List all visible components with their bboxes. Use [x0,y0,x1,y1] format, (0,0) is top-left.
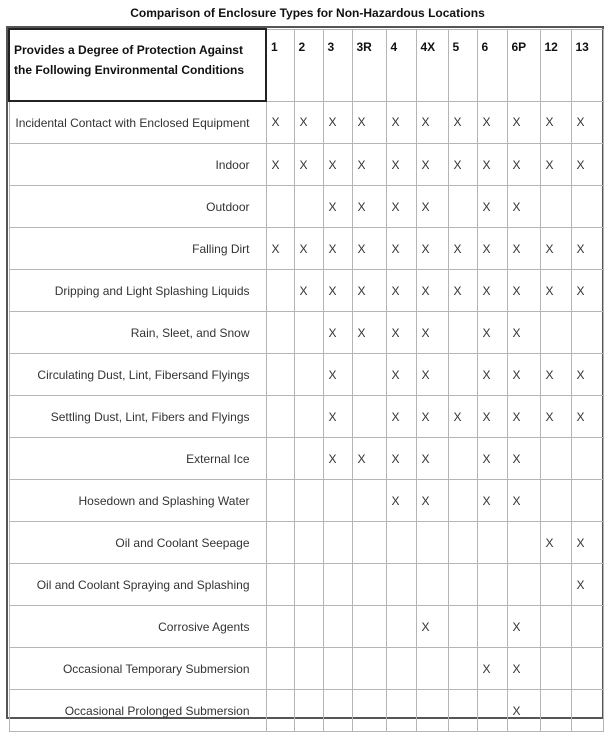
protection-mark-cell: X [352,438,386,480]
protection-mark-cell [540,186,571,228]
protection-mark-cell [294,186,323,228]
protection-mark-cell [266,522,294,564]
protection-mark-cell: X [477,186,507,228]
protection-mark-cell [352,396,386,438]
protection-mark-cell: X [323,186,352,228]
protection-mark-cell: X [540,270,571,312]
protection-mark-cell [386,606,416,648]
protection-mark-cell [540,648,571,690]
type-header: 2 [294,29,323,101]
protection-mark-cell [352,606,386,648]
condition-label: Hosedown and Splashing Water [9,480,266,522]
table-row [9,312,603,354]
protection-mark-cell [266,396,294,438]
protection-mark-cell [294,606,323,648]
protection-mark-cell: X [571,354,603,396]
protection-mark-cell [571,438,603,480]
protection-mark-cell: X [540,522,571,564]
type-header: 1 [266,29,294,101]
protection-mark-cell [294,354,323,396]
protection-mark-cell [448,312,477,354]
condition-label: Dripping and Light Splashing Liquids [9,270,266,312]
protection-mark-cell [571,648,603,690]
protection-mark-cell [448,690,477,732]
table-row [9,606,603,648]
type-header: 3R [352,29,386,101]
protection-mark-cell [294,690,323,732]
protection-mark-cell: X [571,228,603,270]
protection-mark-cell [352,480,386,522]
table-row [9,396,603,438]
protection-mark-cell [352,690,386,732]
table-row [9,101,603,144]
condition-label: Outdoor [9,186,266,228]
protection-mark-cell [540,690,571,732]
protection-mark-cell: X [386,270,416,312]
protection-mark-cell [540,438,571,480]
protection-mark-cell [477,690,507,732]
protection-mark-cell: X [507,144,540,186]
protection-mark-cell [448,564,477,606]
enclosure-comparison-table [8,28,604,732]
condition-label: Incidental Contact with Enclosed Equipment [9,101,266,144]
type-header: 12 [540,29,571,101]
protection-mark-cell [294,312,323,354]
protection-mark-cell: X [386,101,416,144]
protection-mark-cell: X [386,396,416,438]
table-row [9,270,603,312]
protection-mark-cell: X [507,101,540,144]
protection-mark-cell: X [416,186,448,228]
protection-mark-cell [352,522,386,564]
condition-label: Settling Dust, Lint, Fibers and Flyings [9,396,266,438]
protection-mark-cell [571,480,603,522]
table-row [9,648,603,690]
condition-label: Occasional Prolonged Submersion [9,690,266,732]
protection-mark-cell [352,354,386,396]
protection-mark-cell [266,354,294,396]
table-body [9,101,603,732]
protection-mark-cell [448,438,477,480]
protection-mark-cell: X [477,101,507,144]
protection-mark-cell: X [540,144,571,186]
protection-mark-cell: X [386,312,416,354]
protection-mark-cell [266,438,294,480]
protection-mark-cell [323,522,352,564]
type-header: 3 [323,29,352,101]
protection-mark-cell: X [266,101,294,144]
protection-mark-cell: X [507,312,540,354]
protection-mark-cell: X [323,354,352,396]
protection-mark-cell: X [386,186,416,228]
protection-mark-cell [386,564,416,606]
protection-mark-cell: X [386,480,416,522]
protection-mark-cell [323,648,352,690]
protection-mark-cell [477,606,507,648]
condition-label: Corrosive Agents [9,606,266,648]
condition-label: Oil and Coolant Spraying and Splashing [9,564,266,606]
protection-mark-cell: X [507,396,540,438]
condition-label: Oil and Coolant Seepage [9,522,266,564]
protection-mark-cell: X [507,354,540,396]
protection-mark-cell: X [352,144,386,186]
protection-mark-cell [294,522,323,564]
protection-mark-cell [416,564,448,606]
protection-mark-cell: X [294,270,323,312]
protection-mark-cell: X [386,144,416,186]
protection-mark-cell [540,480,571,522]
protection-mark-cell: X [477,396,507,438]
protection-mark-cell [448,354,477,396]
protection-mark-cell [294,480,323,522]
table-row [9,228,603,270]
protection-mark-cell: X [448,228,477,270]
protection-mark-cell: X [477,480,507,522]
condition-label: Occasional Temporary Submersion [9,648,266,690]
protection-mark-cell: X [477,270,507,312]
protection-mark-cell [323,564,352,606]
protection-mark-cell: X [448,270,477,312]
protection-mark-cell [507,564,540,606]
protection-mark-cell: X [352,228,386,270]
protection-mark-cell: X [416,354,448,396]
protection-mark-cell [386,690,416,732]
protection-mark-cell [266,186,294,228]
protection-mark-cell: X [540,228,571,270]
protection-mark-cell: X [477,228,507,270]
protection-mark-cell: X [507,480,540,522]
protection-mark-cell: X [477,438,507,480]
protection-mark-cell [294,648,323,690]
protection-mark-cell: X [540,396,571,438]
conditions-header: Provides a Degree of Protection Against the Following Environmental Conditions [9,29,266,101]
protection-mark-cell: X [386,228,416,270]
protection-mark-cell: X [323,228,352,270]
protection-mark-cell: X [266,228,294,270]
protection-mark-cell: X [477,144,507,186]
protection-mark-cell: X [352,312,386,354]
protection-mark-cell: X [571,564,603,606]
protection-mark-cell: X [416,438,448,480]
protection-mark-cell [571,186,603,228]
protection-mark-cell [477,522,507,564]
protection-mark-cell [571,690,603,732]
protection-mark-cell: X [386,438,416,480]
protection-mark-cell: X [571,270,603,312]
protection-mark-cell [416,648,448,690]
protection-mark-cell: X [571,101,603,144]
protection-mark-cell: X [294,228,323,270]
protection-mark-cell: X [571,396,603,438]
protection-mark-cell: X [323,270,352,312]
protection-mark-cell: X [571,522,603,564]
protection-mark-cell [323,606,352,648]
protection-mark-cell: X [416,228,448,270]
protection-mark-cell: X [352,270,386,312]
protection-mark-cell: X [416,480,448,522]
protection-mark-cell [266,564,294,606]
condition-label: Falling Dirt [9,228,266,270]
protection-mark-cell [352,564,386,606]
protection-mark-cell: X [448,396,477,438]
protection-mark-cell [294,438,323,480]
protection-mark-cell: X [507,438,540,480]
header-row [9,29,603,101]
table-row [9,480,603,522]
protection-mark-cell [507,522,540,564]
protection-mark-cell [266,312,294,354]
protection-mark-cell [323,690,352,732]
protection-mark-cell [448,648,477,690]
protection-mark-cell [352,648,386,690]
protection-mark-cell: X [540,354,571,396]
type-header: 6 [477,29,507,101]
type-header: 4 [386,29,416,101]
protection-mark-cell: X [477,648,507,690]
protection-mark-cell: X [416,396,448,438]
protection-mark-cell: X [507,690,540,732]
type-header: 6P [507,29,540,101]
protection-mark-cell: X [294,144,323,186]
protection-mark-cell: X [477,312,507,354]
protection-mark-cell: X [294,101,323,144]
protection-mark-cell: X [507,186,540,228]
protection-mark-cell: X [323,396,352,438]
protection-mark-cell: X [323,312,352,354]
protection-mark-cell: X [352,186,386,228]
protection-mark-cell [386,648,416,690]
protection-mark-cell [448,606,477,648]
protection-mark-cell: X [266,144,294,186]
protection-mark-cell [416,690,448,732]
protection-mark-cell: X [386,354,416,396]
protection-mark-cell [266,648,294,690]
protection-mark-cell: X [507,228,540,270]
protection-mark-cell [323,480,352,522]
protection-mark-cell [571,312,603,354]
protection-mark-cell [571,606,603,648]
protection-mark-cell [266,270,294,312]
type-header: 4X [416,29,448,101]
protection-mark-cell [448,480,477,522]
protection-mark-cell: X [416,270,448,312]
protection-mark-cell [294,396,323,438]
protection-mark-cell: X [448,101,477,144]
protection-mark-cell [448,186,477,228]
table-row [9,522,603,564]
protection-mark-cell: X [540,101,571,144]
protection-mark-cell [448,522,477,564]
protection-mark-cell: X [507,606,540,648]
protection-mark-cell [477,564,507,606]
table-row [9,438,603,480]
table-title: Comparison of Enclosure Types for Non-Hazardous Locations [130,6,485,20]
protection-mark-cell: X [323,144,352,186]
protection-mark-cell [416,522,448,564]
protection-mark-cell: X [323,438,352,480]
table-row [9,354,603,396]
condition-label: Rain, Sleet, and Snow [9,312,266,354]
protection-mark-cell: X [507,270,540,312]
table-row [9,144,603,186]
type-header: 13 [571,29,603,101]
protection-mark-cell [540,312,571,354]
table-row [9,564,603,606]
protection-mark-cell: X [416,144,448,186]
protection-mark-cell: X [507,648,540,690]
protection-mark-cell: X [416,101,448,144]
protection-mark-cell: X [352,101,386,144]
type-header: 5 [448,29,477,101]
protection-mark-cell: X [571,144,603,186]
condition-label: External Ice [9,438,266,480]
protection-mark-cell: X [477,354,507,396]
protection-mark-cell: X [416,312,448,354]
condition-label: Circulating Dust, Lint, Fibersand Flyings [9,354,266,396]
protection-mark-cell: X [448,144,477,186]
protection-mark-cell: X [416,606,448,648]
condition-label: Indoor [9,144,266,186]
protection-mark-cell: X [323,101,352,144]
protection-mark-cell [540,606,571,648]
protection-mark-cell [540,564,571,606]
protection-mark-cell [266,606,294,648]
enclosure-comparison-table-frame [6,26,604,719]
protection-mark-cell [294,564,323,606]
table-row [9,186,603,228]
protection-mark-cell [386,522,416,564]
protection-mark-cell [266,690,294,732]
table-row [9,690,603,732]
protection-mark-cell [266,480,294,522]
